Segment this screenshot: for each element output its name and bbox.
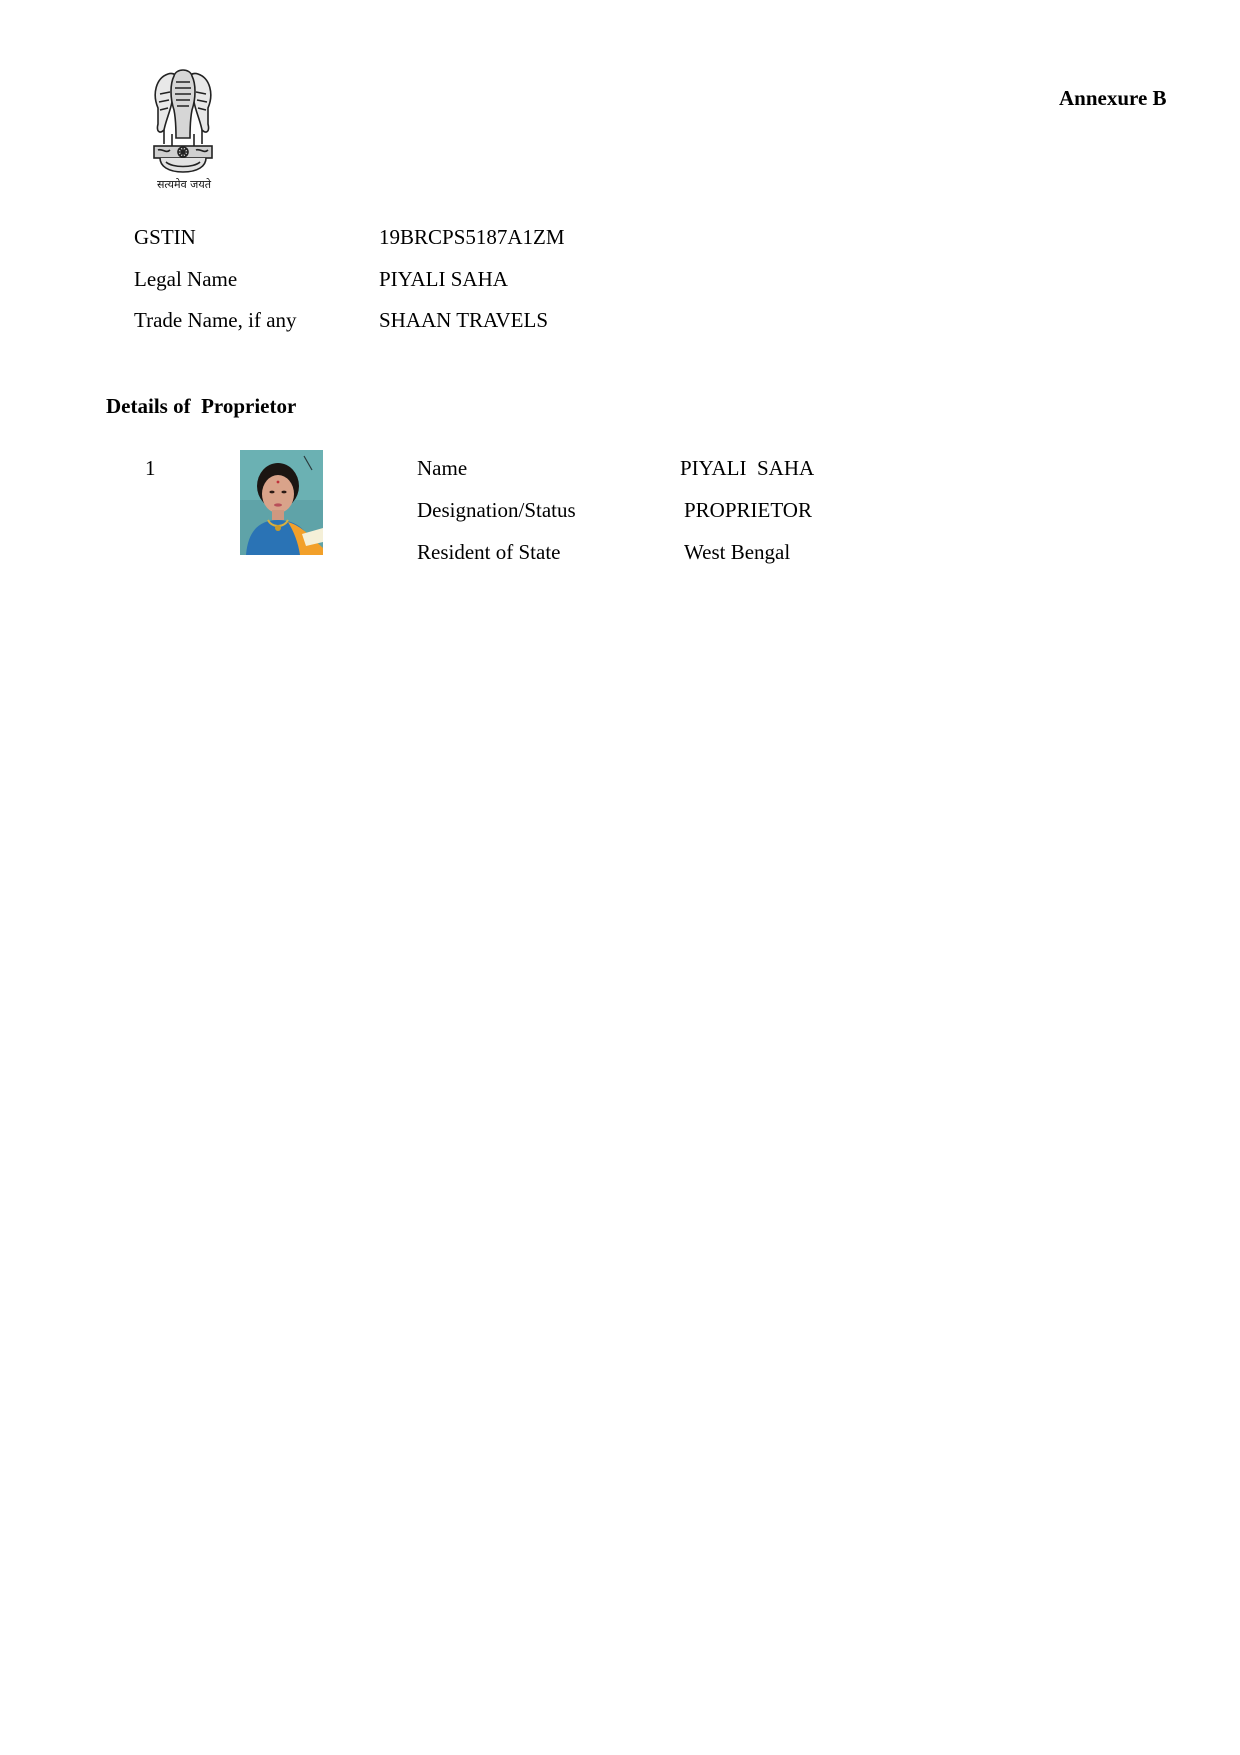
- trade-name-label: Trade Name, if any: [134, 308, 297, 332]
- proprietor-designation-value: PROPRIETOR: [684, 498, 812, 522]
- annexure-label: Annexure B: [1059, 86, 1167, 110]
- legal-name-value: PIYALI SAHA: [379, 267, 508, 291]
- trade-name-value: SHAAN TRAVELS: [379, 308, 549, 332]
- gstin-value: 19BRCPS5187A1ZM: [379, 225, 565, 249]
- proprietor-designation-label: Designation/Status: [417, 498, 576, 522]
- national-emblem-logo: [138, 64, 228, 200]
- proprietor-photo: [240, 450, 323, 555]
- proprietor-state-label: Resident of State: [417, 540, 561, 564]
- proprietor-name-value: PIYALI SAHA: [680, 456, 815, 480]
- proprietor-state-value: West Bengal: [684, 540, 791, 564]
- proprietor-name-label: Name: [417, 456, 468, 480]
- emblem-motto: सत्यमेव जयते: [156, 178, 211, 191]
- legal-name-label: Legal Name: [134, 267, 238, 291]
- section-title: Details of Proprietor: [106, 394, 297, 418]
- gstin-label: GSTIN: [134, 225, 196, 249]
- proprietor-index: 1: [145, 456, 156, 480]
